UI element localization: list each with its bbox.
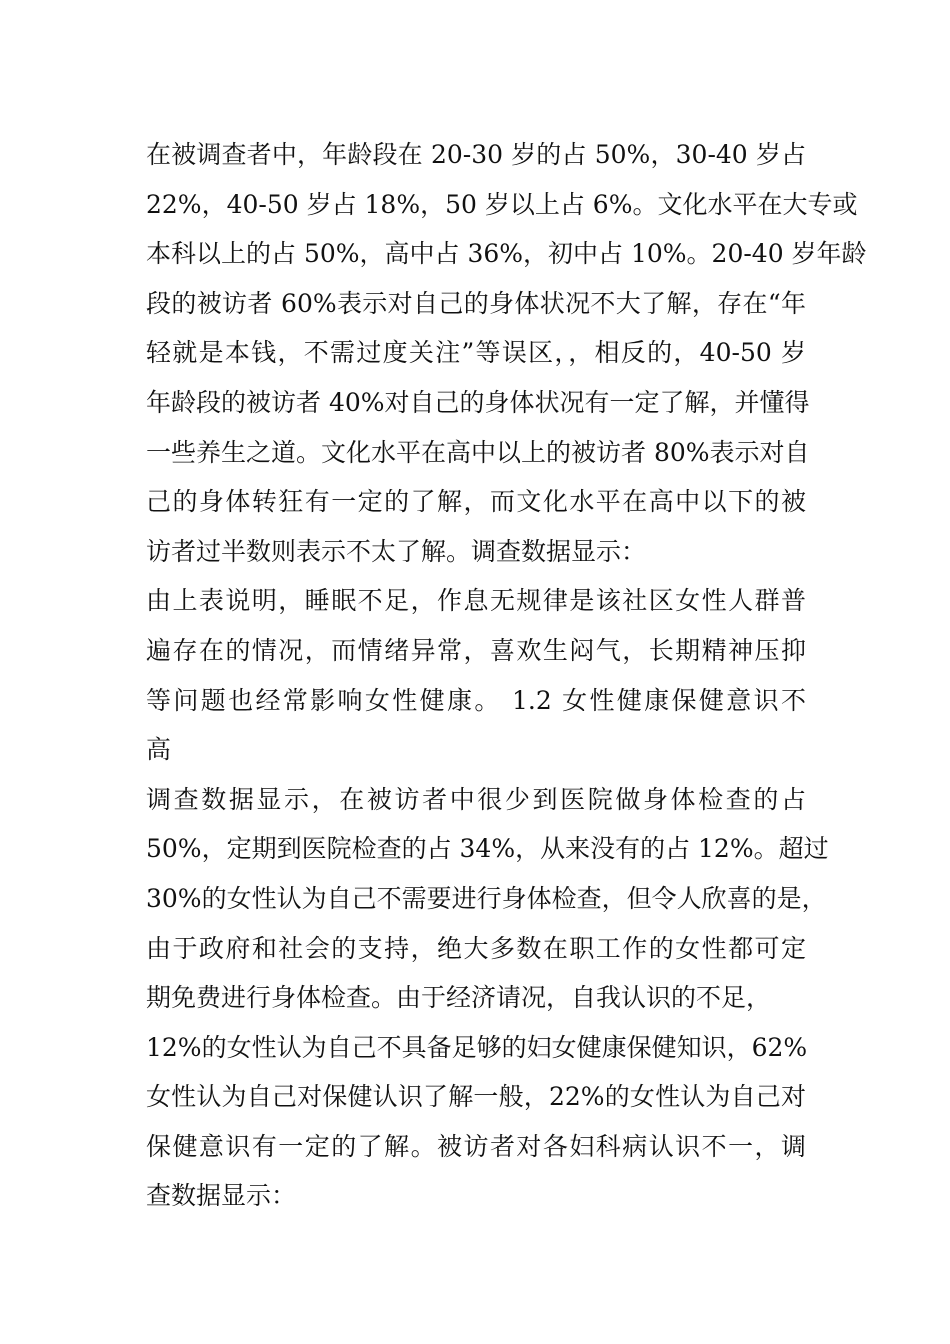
text-line: 段的被访者 60%表示对自己的身体状况不大了解，存在“年 <box>146 288 806 318</box>
text-line: 查数据显示： <box>146 1181 297 1211</box>
text-line: 30%的女性认为自己不需要进行身体检查，但令人欣喜的是， <box>146 883 827 913</box>
text-line: 己的身体转狂有一定的了解，而文化水平在高中以下的被 <box>146 487 806 517</box>
text-line: 期免费进行身体检查。由于经济请况，自我认识的不足， <box>146 983 772 1013</box>
text-line: 等问题也经常影响女性健康。 1.2 女性健康保健意识不 <box>146 685 806 715</box>
text-line: 在被调查者中，年龄段在 20-30 岁的占 50%，30-40 岁占 <box>146 140 806 169</box>
text-line: 保健意识有一定的了解。被访者对各妇科病认识不一，调 <box>146 1131 806 1161</box>
text-line: 由于政府和社会的支持，绝大多数在职工作的女性都可定 <box>146 933 806 963</box>
text-line: 一些养生之道。文化水平在高中以上的被访者 80%表示对自 <box>146 437 810 467</box>
text-line: 访者过半数则表示不太了解。调查数据显示： <box>146 536 647 566</box>
text-line: 轻就是本钱，不需过度关注”等误区，，相反的，40-50 岁 <box>146 338 806 368</box>
text-line: 12%的女性认为自己不具备足够的妇女健康保健知识，62% <box>146 1032 808 1062</box>
text-line: 22%，40-50 岁占 18%，50 岁以上占 6%。文化水平在大专或 <box>146 189 858 219</box>
text-line: 女性认为自己对保健认识了解一般，22%的女性认为自己对 <box>146 1082 806 1112</box>
text-line: 高 <box>146 735 172 765</box>
text-line: 年龄段的被访者 40%对自己的身体状况有一定了解，并懂得 <box>146 387 810 417</box>
text-line: 遍存在的情况，而情绪异常，喜欢生闷气，长期精神压抑 <box>146 635 806 665</box>
text-line: 50%，定期到医院检查的占 34%，从来没有的占 12%。超过 <box>146 834 829 864</box>
text-line: 本科以上的占 50%，高中占 36%，初中占 10%。20-40 岁年龄 <box>146 239 867 269</box>
text-line: 由上表说明，睡眠不足，作息无规律是该社区女性人群普 <box>146 586 806 616</box>
text-line: 调查数据显示，在被访者中很少到医院做身体检查的占 <box>146 784 806 814</box>
body-text <box>146 130 867 1221</box>
